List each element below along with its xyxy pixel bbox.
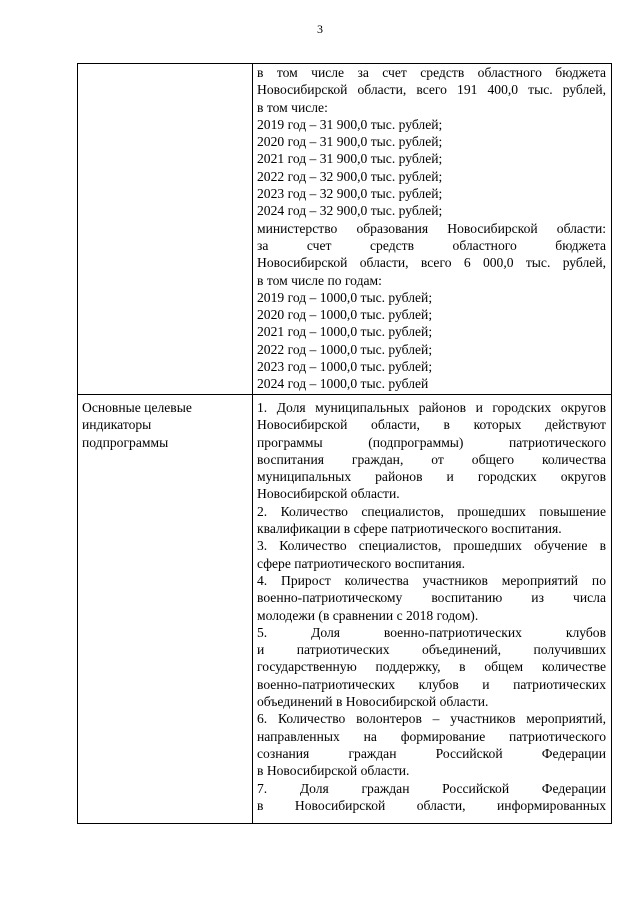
text-line: 2021 год – 1000,0 тыс. рублей; xyxy=(257,324,433,340)
text-line: сознания граждан Российской Федерации xyxy=(257,745,606,761)
text-line: воспитания граждан, от общего количества xyxy=(257,451,606,467)
text-line: и патриотических объединений, получивших xyxy=(257,642,606,658)
text-line: 2019 год – 31 900,0 тыс. рублей; xyxy=(257,116,443,132)
text-line: военно-патриотических клубов и патриотических xyxy=(257,676,606,692)
text-line: муниципальных районов и городских округов xyxy=(257,469,606,485)
funding-lines xyxy=(257,64,606,393)
text-line: в том числе за счет средств областного бюджета xyxy=(257,65,606,80)
text-line: 2021 год – 31 900,0 тыс. рублей; xyxy=(257,151,443,167)
text-line: 1. Доля муниципальных районов и городских округов xyxy=(257,400,606,415)
text-line: 2022 год – 32 900,0 тыс. рублей; xyxy=(257,168,443,184)
table-row-funding xyxy=(78,64,612,395)
text-line: сфере патриотического воспитания. xyxy=(257,555,466,571)
text-line: за счет средств областного бюджета xyxy=(257,237,606,253)
text-line: 2024 год – 32 900,0 тыс. рублей; xyxy=(257,203,443,219)
text-line: в Новосибирской области. xyxy=(257,763,410,779)
indicators-label-line: Основные целевые xyxy=(82,400,192,415)
text-line: Новосибирской области, всего 6 000,0 тыс. рублей, xyxy=(257,255,606,271)
text-line: 2022 год – 1000,0 тыс. рублей; xyxy=(257,341,433,357)
text-line: объединений в Новосибирской области. xyxy=(257,694,489,710)
text-line: программы (подпрограммы) патриотического xyxy=(257,434,606,450)
text-line: 2024 год – 1000,0 тыс. рублей xyxy=(257,376,429,392)
text-line: в Новосибирской области, информированных xyxy=(257,797,606,813)
text-line: 3. Количество специалистов, прошедших обучение в xyxy=(257,538,606,554)
text-line: 2020 год – 1000,0 тыс. рублей; xyxy=(257,307,433,323)
page-number: 3 xyxy=(317,22,323,36)
text-line: в том числе: xyxy=(257,99,328,115)
text-line: 4. Прирост количества участников мероприятий по xyxy=(257,572,606,588)
text-line: Новосибирской области, всего 191 400,0 тыс. рублей, xyxy=(257,82,606,98)
indicators-label-line: индикаторы xyxy=(82,417,152,433)
text-line: военно-патриотическому воспитанию из числа xyxy=(257,590,606,606)
text-line: в том числе по годам: xyxy=(257,272,382,288)
text-line: 2020 год – 31 900,0 тыс. рублей; xyxy=(257,134,443,150)
table-row-indicators xyxy=(78,395,612,824)
text-line: государственную поддержку, в общем количестве xyxy=(257,659,606,675)
text-line: 2019 год – 1000,0 тыс. рублей; xyxy=(257,289,433,305)
text-line: направленных на формирование патриотического xyxy=(257,728,606,744)
text-line: молодежи (в сравнении с 2018 годом). xyxy=(257,607,479,623)
row-label-empty xyxy=(78,64,253,395)
indicators-label-line: подпрограммы xyxy=(82,434,169,450)
text-line: 6. Количество волонтеров – участников мероприятий, xyxy=(257,711,606,727)
indicators-details-cell xyxy=(253,395,612,824)
text-line: 2. Количество специалистов, прошедших повышение xyxy=(257,503,606,519)
text-line: 7. Доля граждан Российской Федерации xyxy=(257,780,606,796)
text-line: 2023 год – 32 900,0 тыс. рублей; xyxy=(257,186,443,202)
text-line: 5. Доля военно-патриотических клубов xyxy=(257,624,606,640)
text-line: Новосибирской области. xyxy=(257,486,400,502)
text-line: Новосибирской области, в которых действуют xyxy=(257,417,606,433)
row-label-indicators xyxy=(78,395,253,824)
text-line: 2023 год – 1000,0 тыс. рублей; xyxy=(257,359,433,375)
funding-details-cell xyxy=(253,64,612,395)
passport-table xyxy=(77,63,612,824)
text-line: министерство образования Новосибирской области: xyxy=(257,220,606,236)
indicator-lines xyxy=(257,399,606,814)
text-line: квалификации в сфере патриотического воспитания. xyxy=(257,521,562,537)
